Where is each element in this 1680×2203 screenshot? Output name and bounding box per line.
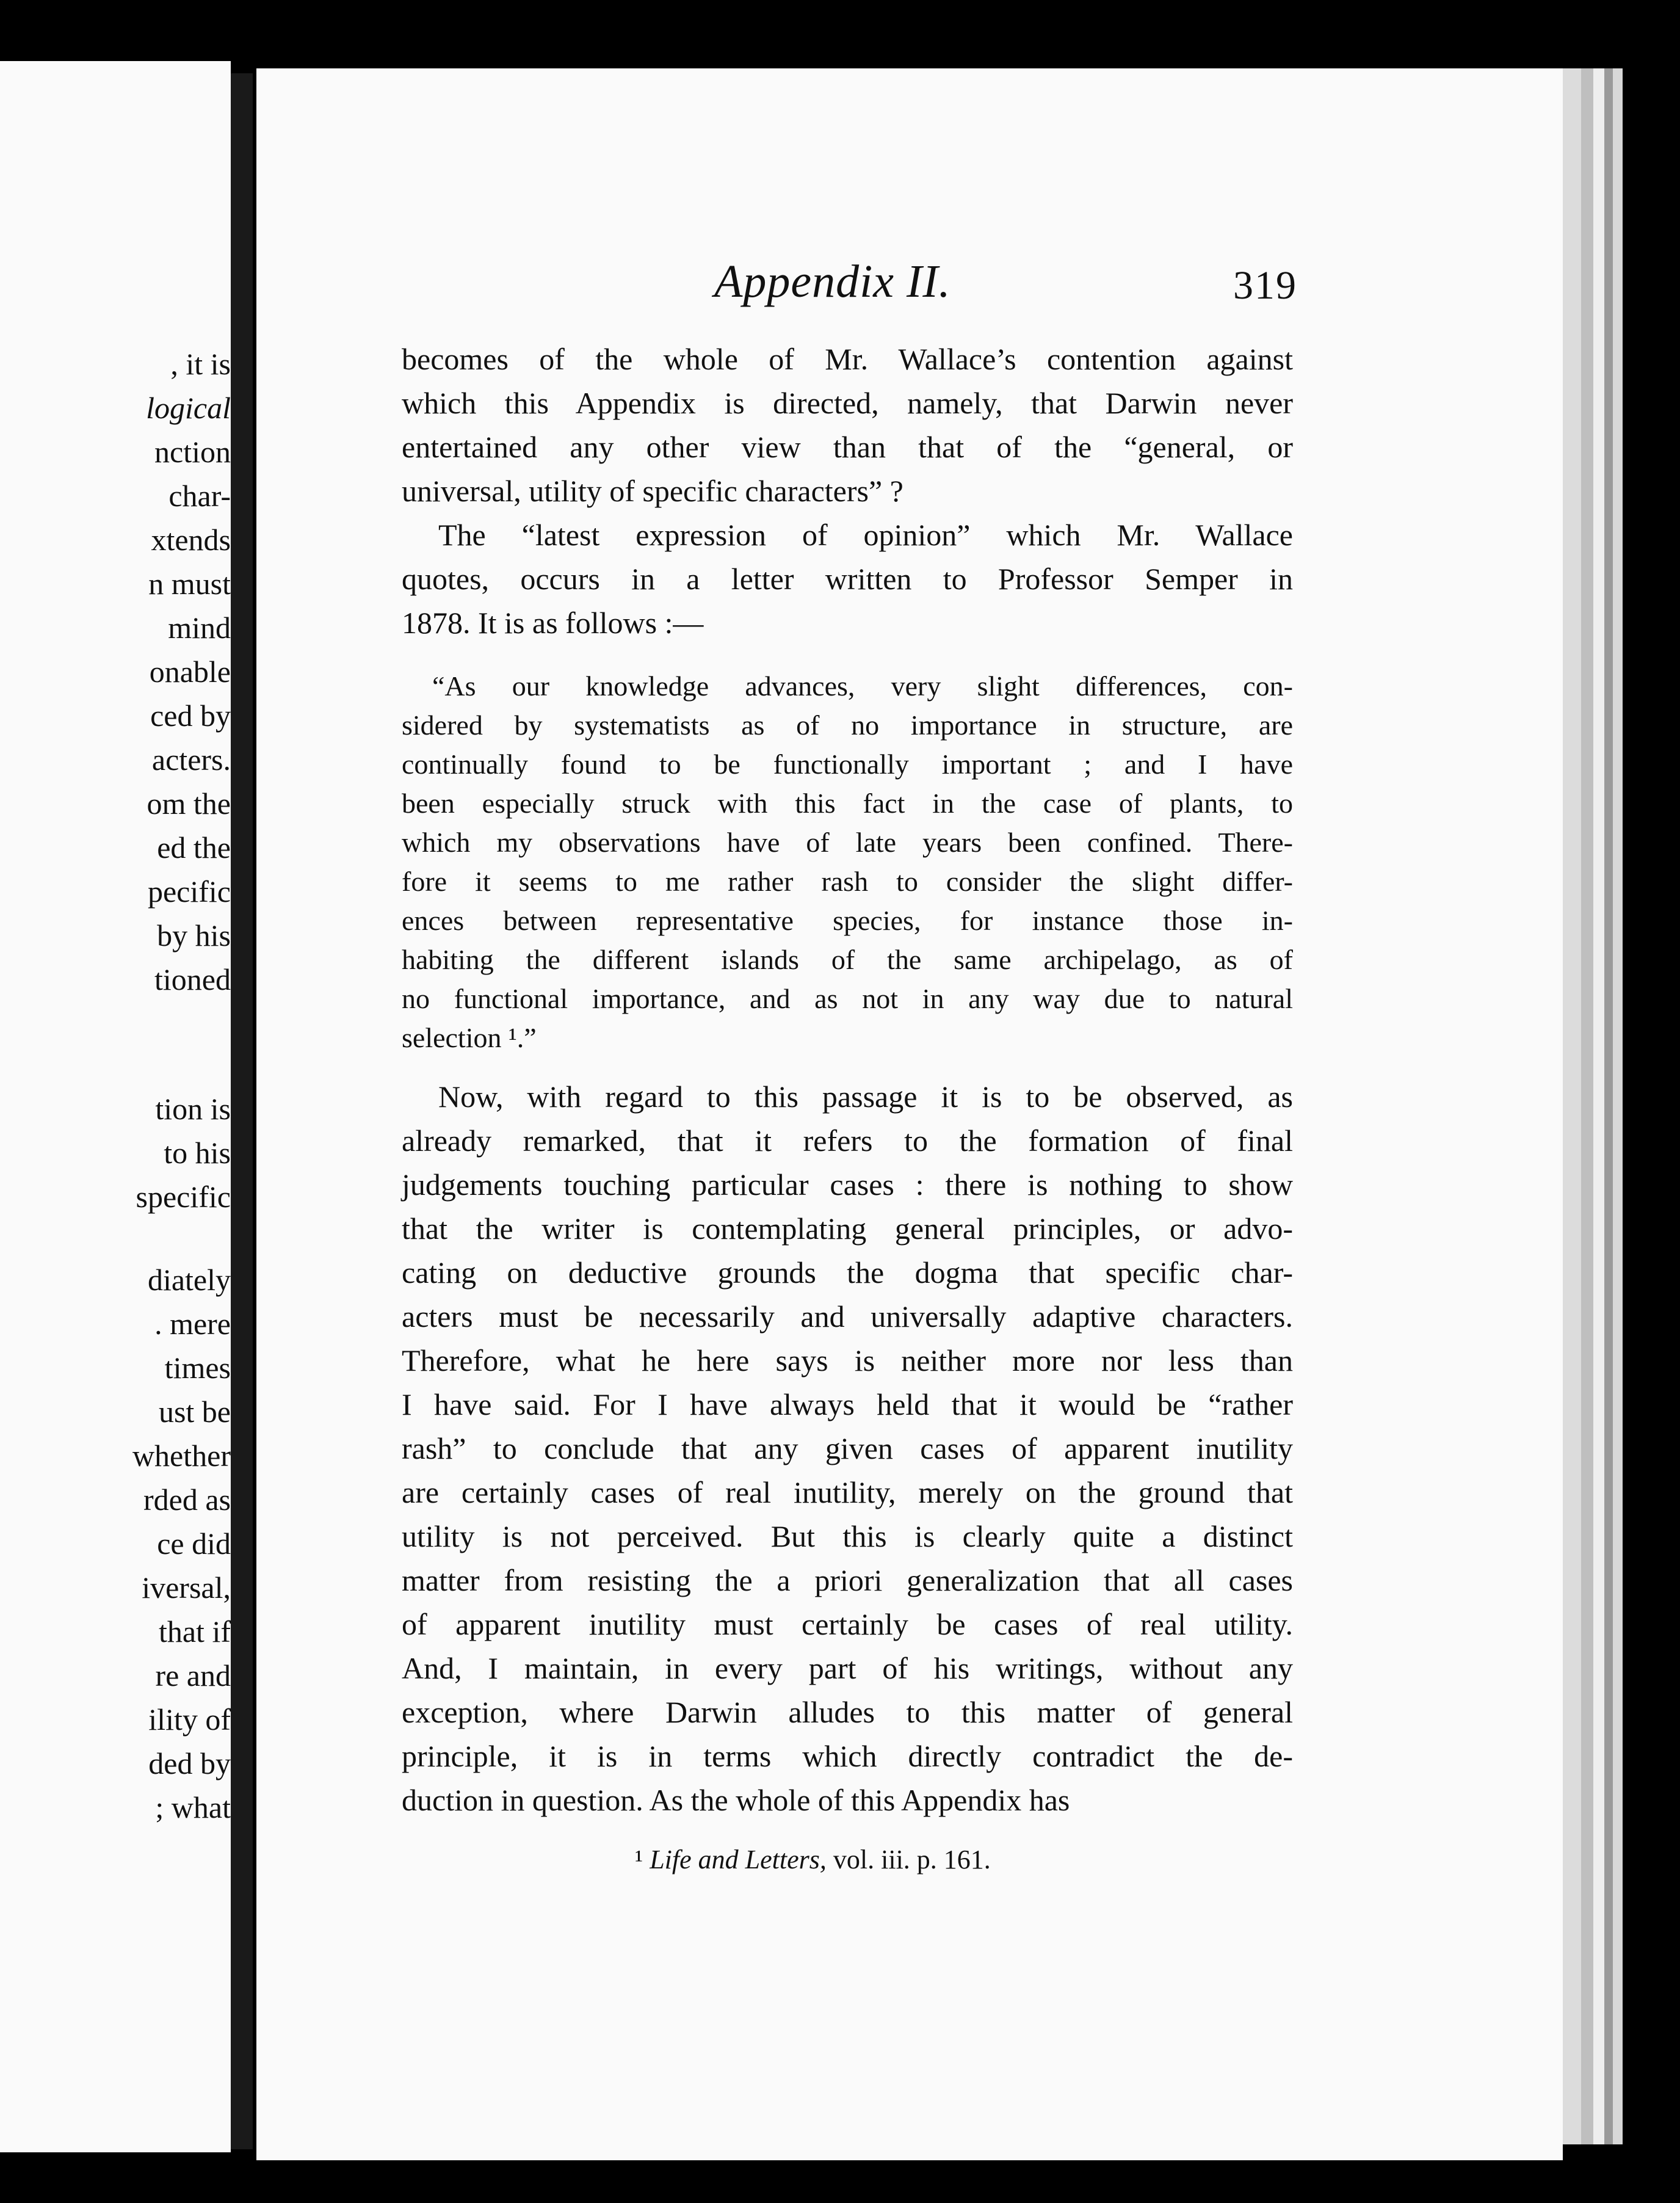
paragraph-1-line: becomes of the whole of Mr. Wallace’s contention against: [402, 342, 1293, 376]
page-edge: [1563, 68, 1581, 2144]
footnote-title: Life and Letters,: [650, 1845, 827, 1875]
paragraph-2-line: 1878. It is as follows :—: [402, 606, 704, 640]
paragraph-2-line: The “latest expression of opinion” which Mr. Wallace: [438, 518, 1293, 552]
paragraph-3-line: are certainly cases of real inutility, merely on the ground that: [402, 1475, 1293, 1509]
quotation-line: fore it seems to me rather rash to consider the slight differ-: [402, 866, 1293, 897]
facing-page-line: ed the: [157, 830, 231, 865]
paragraph-3-line: rash” to conclude that any given cases of apparent inutility: [402, 1431, 1293, 1465]
facing-page-line: to his: [164, 1136, 231, 1170]
facing-page-line: specific: [136, 1180, 231, 1214]
book-gutter: [231, 73, 253, 2149]
facing-page-line: , it is: [170, 347, 231, 381]
paragraph-3-line: principle, it is in terms which directly contradict the de-: [402, 1739, 1293, 1773]
facing-page-line: iversal,: [142, 1570, 231, 1605]
facing-page-line: rded as: [143, 1483, 231, 1517]
paragraph-3-line: matter from resisting the a priori generalization that all cases: [402, 1563, 1293, 1597]
paragraph-3-line: duction in question. As the whole of this Appendix has: [402, 1783, 1070, 1817]
quotation-line: “As our knowledge advances, very slight differences, con-: [432, 670, 1293, 702]
paragraph-3-line: I have said. For I have always held that it would be “rather: [402, 1387, 1293, 1421]
facing-page-line: pecific: [147, 874, 231, 909]
paragraph-3-line: Therefore, what he here says is neither more nor less than: [402, 1343, 1293, 1377]
page-edge: [1593, 68, 1604, 2144]
facing-page-line: by his: [157, 918, 231, 953]
quotation-line: habiting the different islands of the same archipelago, as of: [402, 944, 1293, 975]
page-edge: [1613, 68, 1623, 2144]
facing-page-line: logical: [146, 391, 231, 425]
paragraph-1-line: universal, utility of specific characters” ?: [402, 474, 903, 508]
footnote-reference: vol. iii. p. 161.: [833, 1845, 991, 1875]
paragraph-1-line: entertained any other view than that of the “general, or: [402, 430, 1293, 464]
facing-page-line: om the: [147, 786, 231, 821]
paragraph-3-line: utility is not perceived. But this is clearly quite a distinct: [402, 1519, 1293, 1553]
paragraph-3-line: exception, where Darwin alludes to this matter of general: [402, 1695, 1293, 1729]
facing-page-line: . mere: [154, 1307, 231, 1341]
facing-page-line: whether: [132, 1439, 231, 1473]
facing-page-line: xtends: [151, 523, 231, 557]
facing-page-line: char-: [168, 479, 231, 513]
facing-page-line: ; what: [155, 1790, 231, 1824]
page-edge: [1604, 68, 1613, 2144]
paragraph-3-line: Now, with regard to this passage it is to be observed, as: [438, 1080, 1293, 1114]
facing-page-line: acters.: [151, 742, 231, 777]
quotation-line: selection ¹.”: [402, 1022, 537, 1053]
quotation-line: been especially struck with this fact in the case of plants, to: [402, 788, 1293, 819]
facing-page-line: diately: [147, 1263, 231, 1297]
facing-page-line: that if: [158, 1614, 231, 1649]
paragraph-3-line: And, I maintain, in every part of his writings, without any: [402, 1651, 1293, 1685]
page-edge: [1581, 68, 1593, 2144]
facing-page-line: ded by: [148, 1746, 231, 1780]
quotation-line: ences between representative species, for instance those in-: [402, 905, 1293, 936]
facing-page-line: nction: [154, 435, 231, 469]
footnote: [635, 1844, 991, 1875]
facing-page-line: ility of: [148, 1702, 231, 1737]
facing-page: [0, 61, 231, 2152]
footnote-marker: ¹: [635, 1845, 643, 1875]
facing-page-line: ce did: [157, 1526, 231, 1561]
quotation-line: which my observations have of late years been confined. There-: [402, 827, 1293, 858]
facing-page-line: tioned: [154, 962, 231, 996]
quotation-line: no functional importance, and as not in any way due to natural: [402, 983, 1293, 1014]
facing-page-line: tion is: [155, 1092, 231, 1126]
paragraph-2-line: quotes, occurs in a letter written to Professor Semper in: [402, 562, 1293, 596]
facing-page-line: n must: [148, 567, 231, 601]
paragraph-3-line: cating on deductive grounds the dogma that specific char-: [402, 1255, 1293, 1290]
paragraph-1-line: which this Appendix is directed, namely, that Darwin never: [402, 386, 1293, 420]
quotation-line: sidered by systematists as of no importance in structure, are: [402, 710, 1293, 741]
facing-page-line: mind: [168, 611, 231, 645]
paragraph-3-line: already remarked, that it refers to the formation of final: [402, 1123, 1293, 1158]
facing-page-line: times: [164, 1351, 231, 1385]
quotation-line: continually found to be functionally important ; and I have: [402, 749, 1293, 780]
facing-page-line: onable: [149, 655, 231, 689]
facing-page-line: re and: [155, 1658, 231, 1693]
facing-page-line: ust be: [158, 1395, 231, 1429]
paragraph-3-line: judgements touching particular cases : there is nothing to show: [402, 1167, 1293, 1202]
page-number: 319: [1233, 263, 1297, 308]
paragraph-3-line: of apparent inutility must certainly be cases of real utility.: [402, 1607, 1293, 1641]
paragraph-3-line: acters must be necessarily and universally adaptive characters.: [402, 1299, 1293, 1334]
running-head: Appendix II.: [714, 256, 951, 307]
facing-page-line: ced by: [150, 699, 231, 733]
paragraph-3-line: that the writer is contemplating general principles, or advo-: [402, 1211, 1293, 1246]
